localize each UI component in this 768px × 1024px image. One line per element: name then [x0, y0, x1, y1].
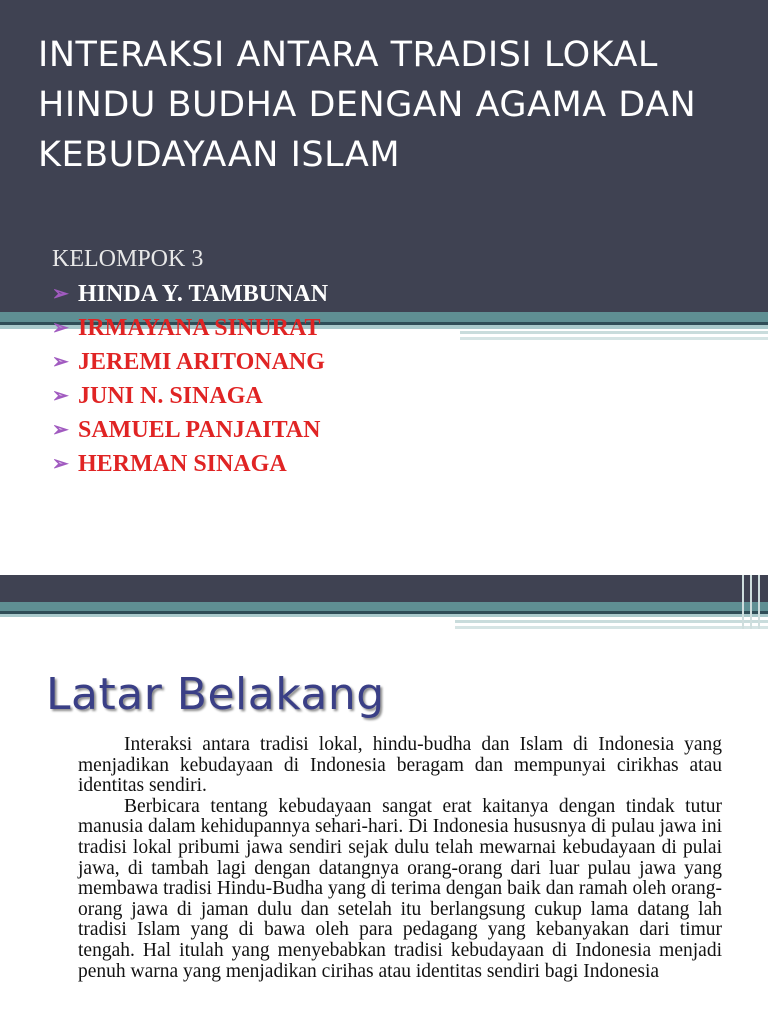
member-name: JUNI N. SINAGA	[78, 383, 263, 409]
stripe	[460, 337, 768, 340]
decorative-line	[750, 575, 752, 629]
arrow-bullet-icon: ➢	[52, 351, 69, 373]
member-item	[52, 311, 328, 345]
member-item	[52, 379, 328, 413]
member-name: SAMUEL PANJAITAN	[78, 417, 321, 443]
member-item	[52, 345, 328, 379]
member-list	[52, 277, 328, 481]
paragraph: Interaksi antara tradisi lokal, hindu-budha dan Islam di Indonesia yang menjadikan kebudayaan di Indonesia beragam dan mempunyai cirikhas atau identitas sendiri.	[78, 734, 722, 797]
header-band	[0, 575, 768, 602]
stripe	[460, 331, 768, 334]
arrow-bullet-icon: ➢	[52, 317, 69, 339]
arrow-bullet-icon: ➢	[52, 283, 69, 305]
paragraph: Berbicara tentang kebudayaan sangat erat kaitanya dengan tindak tutur manusia dalam kehidupannya sehari-hari. Di Indonesia hususnya di pulau jawa ini tradisi lokal pribumi jawa sendiri sejak dulu telah mewarnai kebudayaan di pulai jawa, di tambah lagi dengan datangnya orang-orang dari luar pulau jawa yang membawa tradisi Hindu-Budha yang di terima dengan baik dan ramah oleh orang-orang jawa di jaman dulu dan setelah itu berlangsung cukup lama datang lah tradisi Islam yang di bawa oleh para pedagang yang kebanyakan dari timur tengah. Hal itulah yang menyebabkan tradisi kebudayaan di Indonesia menjadi penuh warna yang menjadikan cirihas atau identitas sendiri bagi Indonesia	[78, 795, 722, 982]
stripe	[455, 626, 768, 629]
member-name: JEREMI ARITONANG	[78, 349, 325, 375]
stripe	[455, 620, 768, 623]
arrow-bullet-icon: ➢	[52, 385, 69, 407]
arrow-bullet-icon: ➢	[52, 419, 69, 441]
decorative-line	[758, 575, 760, 629]
section-title: Latar Belakang	[46, 669, 385, 720]
member-name: HERMAN SINAGA	[78, 451, 287, 477]
content-slide	[0, 575, 768, 1024]
group-label: KELOMPOK 3	[52, 246, 204, 272]
stripe	[0, 614, 768, 617]
body-text	[78, 735, 722, 982]
decorative-line	[742, 575, 744, 629]
member-name: HINDA Y. TAMBUNAN	[78, 281, 329, 307]
member-item	[52, 277, 328, 311]
member-name: IRMAYANA SINURAT	[78, 315, 321, 341]
member-item	[52, 447, 328, 481]
stripe	[0, 602, 768, 611]
slide-title: INTERAKSI ANTARA TRADISI LOKAL HINDU BUDHA DENGAN AGAMA DAN KEBUDAYAAN ISLAM	[38, 35, 697, 175]
arrow-bullet-icon: ➢	[52, 453, 69, 475]
member-item	[52, 413, 328, 447]
